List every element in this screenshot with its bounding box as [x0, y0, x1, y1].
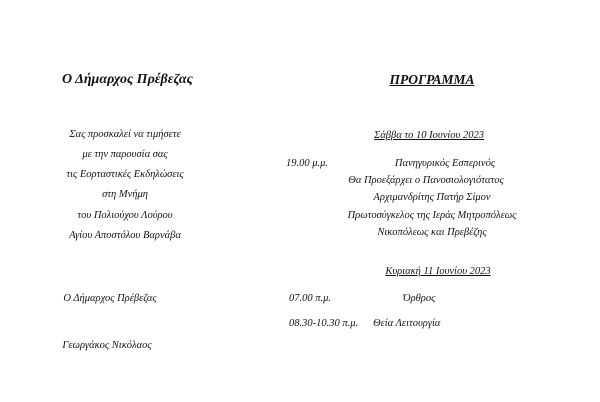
day1-line-4: Πρωτοσύγκελος της Ιεράς Μητροπόλεως: [347, 210, 517, 221]
day2-event-2-time: 08.30-10.30 π.μ.: [289, 318, 359, 329]
day1-date: Σάββα το 10 Ιουνίου 2023: [374, 130, 484, 141]
signature-role: Ο Δήμαρχος Πρέβεζας: [63, 293, 157, 304]
day1-line-5: Νικοπόλεως και Πρεβέζης: [377, 227, 487, 238]
program-title: ΠΡΟΓΡΑΜΜΑ: [389, 72, 475, 87]
day1-line-3: Αρχιμανδρίτης Πατήρ Σίμον: [373, 192, 491, 203]
day2-event-2-name: Θεία Λειτουργία: [373, 318, 441, 329]
signature-name: Γεωργάκος Νικόλαος: [62, 340, 152, 351]
day2-event-1-name: Όρθρος: [403, 293, 436, 304]
day1-time: 19.00 μ.μ.: [286, 158, 329, 169]
invitation-line-2: με την παρουσία σας: [82, 149, 168, 160]
day2-event-1-time: 07.00 π.μ.: [289, 293, 332, 304]
day1-line-1: Πανηγυρικός Εσπερινός: [394, 158, 496, 169]
mayor-title: Ο Δήμαρχος Πρέβεζας: [62, 72, 193, 87]
day2-date: Κυριακή 11 Ιουνίου 2023: [385, 266, 491, 277]
day1-line-2: Θα Προεξάρχει ο Πανοσιολογιότατος: [348, 175, 504, 186]
invitation-line-1: Σας προσκαλεί να τιμήσετε: [69, 129, 181, 140]
invitation-line-5: του Πολιούχου Λούρου: [77, 210, 173, 221]
invitation-line-4: στη Μνήμη: [102, 189, 148, 200]
invitation-line-6: Αγίου Αποστόλου Βαρνάβα: [69, 230, 181, 241]
invitation-line-3: τις Εορταστικές Εκδηλώσεις: [66, 169, 184, 180]
